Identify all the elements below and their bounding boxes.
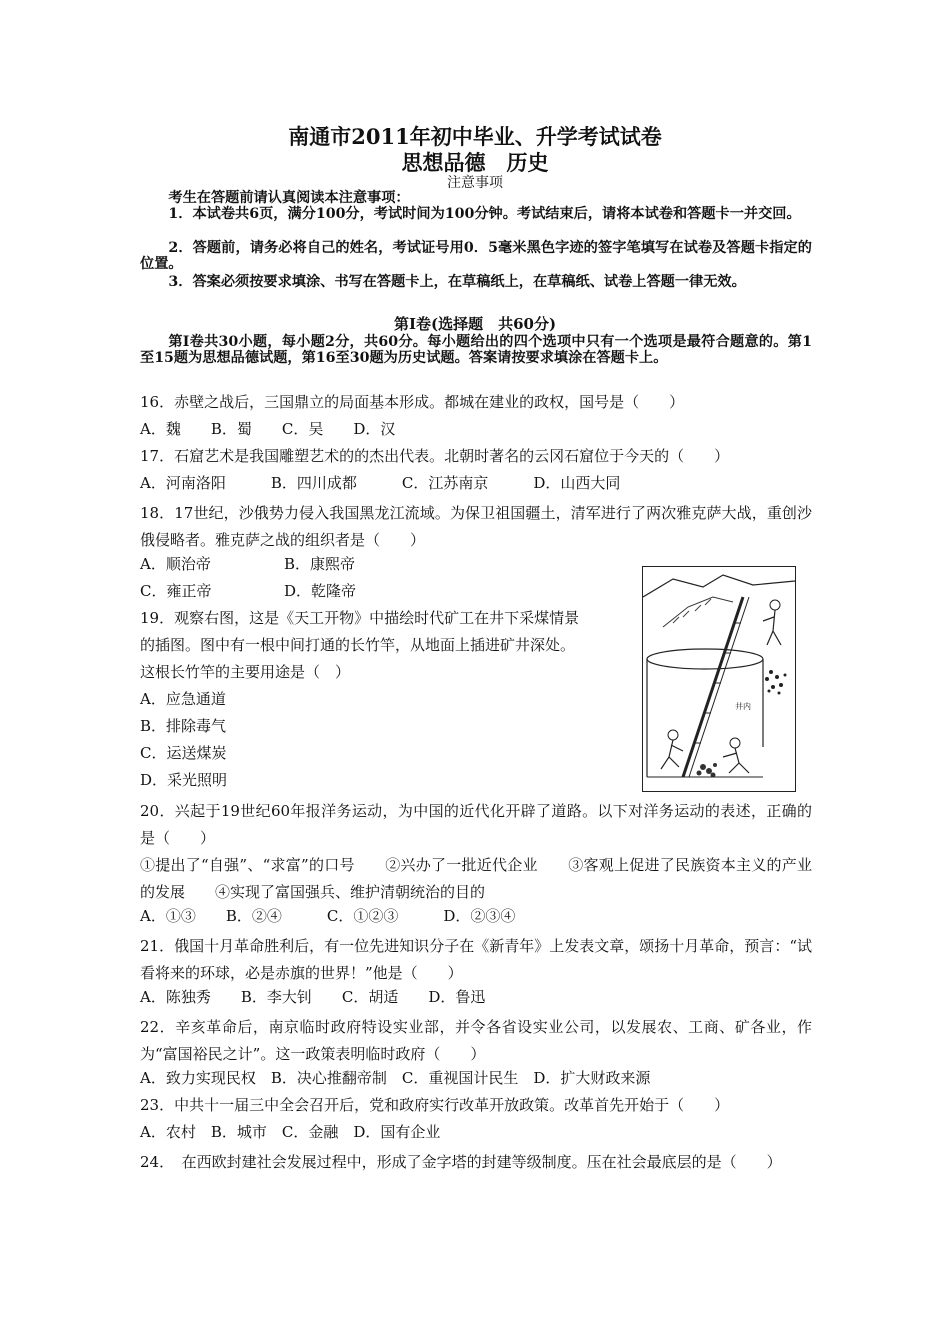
question-18-option-b: B．康熙帝: [284, 555, 356, 573]
notice-item-1: 1．本试卷共6页，满分100分，考试时间为100分钟。考试结束后，请将本试卷和答题卡一并交回。: [168, 206, 801, 222]
section-instructions: 第Ⅰ卷共30小题，每小题2分，共60分。每小题给出的四个选项中只有一个选项是最符合题意的。第1至15题为思想品德试题，第16至30题为历史试题。答案请按要求填涂在答题卡上。: [140, 334, 812, 366]
question-23-options: A．农村 B．城市 C．金融 D．国有企业: [140, 1123, 441, 1141]
exam-subject: 思想品德 历史: [401, 150, 549, 175]
figure-label: 井内: [735, 702, 751, 711]
exam-title: 南通市2011年初中毕业、升学考试试卷: [288, 124, 662, 149]
notice-item-3: 3．答案必须按要求填涂、书写在答题卡上，在草稿纸上，在草稿纸、试卷上答题一律无效。: [168, 274, 746, 290]
question-23-stem: 23．中共十一届三中全会召开后，党和政府实行改革开放政策。改革首先开始于（ ）: [140, 1096, 730, 1114]
question-19-stem-line-3: 这根长竹竿的主要用途是（ ）: [140, 663, 351, 681]
question-19-option-b: B．排除毒气: [140, 717, 227, 735]
question-19-option-c: C．运送煤炭: [140, 744, 227, 762]
question-18-option-c: C．雍正帝: [140, 582, 212, 600]
question-21-stem: 21．俄国十月革命胜利后，有一位先进知识分子在《新青年》上发表文章，颂扬十月革命，预言：“试看将来的环球，必是赤旗的世界！”他是（ ）: [140, 937, 812, 982]
mining-illustration: [642, 566, 796, 792]
question-20-statements: ①提出了“自强”、“求富”的口号 ②兴办了一批近代企业 ③客观上促进了民族资本主义的产业的发展 ④实现了富国强兵、维护清朝统治的目的: [140, 856, 812, 901]
question-18-stem: 18．17世纪，沙俄势力侵入我国黑龙江流域。为保卫祖国疆土，清军进行了两次雅克萨大战，重创沙俄侵略者。雅克萨之战的组织者是（ ）: [140, 504, 812, 549]
question-17-options: A．河南洛阳 B．四川成都 C．江苏南京 D．山西大同: [140, 474, 621, 492]
question-18-option-d: D．乾隆帝: [284, 582, 357, 600]
notice-item-2: 2．答题前，请务必将自己的姓名，考试证号用0．5毫米黑色字迹的签字笔填写在试卷及答题卡指定的位置。: [140, 240, 812, 272]
question-19-stem-line-1: 19．观察右图，这是《天工开物》中描绘时代矿工在井下采煤情景: [140, 609, 580, 627]
question-22-options: A．致力实现民权 B．决心推翻帝制 C．重视国计民生 D．扩大财政来源: [140, 1069, 651, 1087]
notice-heading: 注意事项: [447, 175, 503, 191]
question-19-stem-line-2: 的插图。图中有一根中间打通的长竹竿，从地面上插进矿井深处。: [140, 636, 576, 654]
question-24-stem: 24． 在西欧封建社会发展过程中，形成了金字塔的封建等级制度。压在社会最底层的是（ ）: [140, 1153, 782, 1171]
question-18-option-a: A．顺治帝: [140, 555, 211, 573]
question-20-options: A．①③ B．②④ C．①②③ D．②③④: [140, 907, 516, 925]
question-17-stem: 17．石窟艺术是我国雕塑艺术的的杰出代表。北朝时著名的云冈石窟位于今天的（ ）: [140, 447, 730, 465]
question-22-stem: 22．辛亥革命后，南京临时政府特设实业部，并令各省设实业公司，以发展农、工商、矿各业，作为“富国裕民之计”。这一政策表明临时政府（ ）: [140, 1018, 812, 1063]
question-19-option-a: A．应急通道: [140, 690, 226, 708]
section-title: 第Ⅰ卷(选择题 共60分): [393, 315, 557, 333]
question-20-stem: 20．兴起于19世纪60年报洋务运动，为中国的近代化开辟了道路。以下对洋务运动的表述，正确的是（ ）: [140, 802, 812, 847]
question-16-options: A．魏 B．蜀 C．吴 D．汉: [140, 420, 396, 438]
question-16-stem: 16．赤壁之战后，三国鼎立的局面基本形成。都城在建业的政权，国号是（ ）: [140, 393, 685, 411]
notice-intro: 考生在答题前请认真阅读本注意事项：: [168, 190, 410, 206]
question-21-options: A．陈独秀 B．李大钊 C．胡适 D．鲁迅: [140, 988, 486, 1006]
question-19-option-d: D．采光照明: [140, 771, 228, 789]
